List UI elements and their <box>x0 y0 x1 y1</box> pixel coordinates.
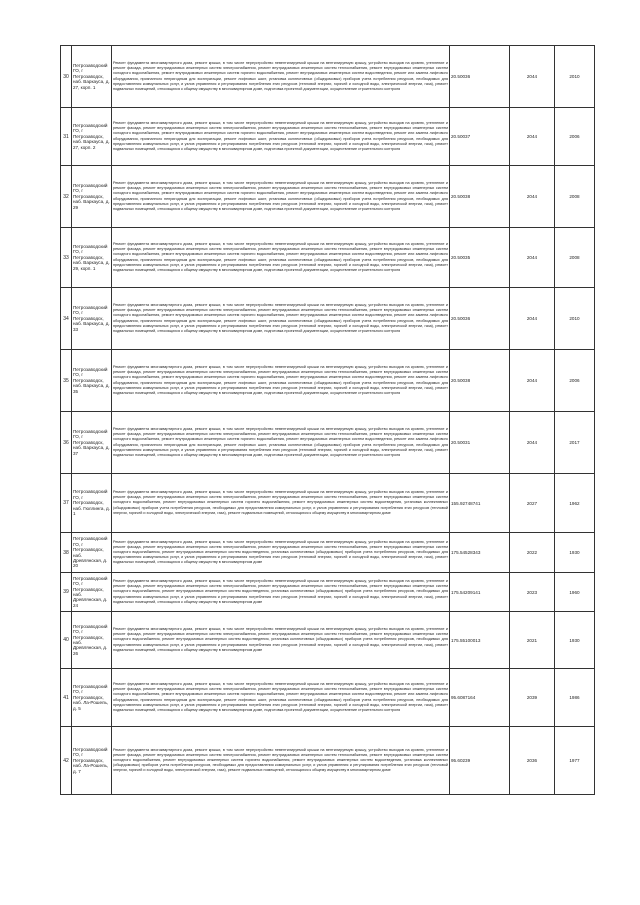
planned-year-cell: 2036 <box>510 727 555 795</box>
row-number: 37 <box>61 474 72 533</box>
planned-year-cell: 2044 <box>510 228 555 288</box>
planned-year-cell: 2044 <box>510 166 555 228</box>
table-row <box>61 228 595 288</box>
address-cell: Петрозаводский ГО, г Петрозаводск, наб. Древлянская, д. 24 <box>72 573 112 612</box>
planned-year-cell: 2044 <box>510 412 555 474</box>
cost-cell: 175.54528343 <box>450 533 510 573</box>
table-row <box>61 573 595 612</box>
row-number: 40 <box>61 612 72 669</box>
address-cell: Петрозаводский ГО, г Петрозаводск, наб. Древлянская, д. 20 <box>72 533 112 573</box>
cost-cell: 20.50038 <box>450 166 510 228</box>
built-year-cell: 2006 <box>555 108 595 166</box>
row-number: 34 <box>61 288 72 350</box>
address-cell: Петрозаводский ГО, г Петрозаводск, наб. Варкауса, д. 33 <box>72 288 112 350</box>
table-row <box>61 474 595 533</box>
works-cell: Ремонт фундамента многоквартирного дома, ремонт крыши, в том числе переустройство невентилируемой крыши на вентилируемую крышу, устройство выходов на кровлю, утепление и ремонт фасада, ремонт внутридомовых инженерных систем электроснабжения, ремонт внутридомовых инженерных систем теплоснабжения, ремонт внутридомовых инженерных систем холодного водоснабжения, ремонт внутридомовых инженерных систем горячего водоснабжения, ремонт внутридомовых инженерных систем водоотведения, установка коллективных (общедомовых) приборов учета потребления ресурсов, необходимых для предоставления коммунальных услуг, и узлов управления и регулирования потребления этих ресурсов (тепловой энергии, горячей и холодной воды, электрической энергии, газа), ремонт подвальных помещений, относящихся к общему имуществу в многоквартирном доме <box>112 474 450 533</box>
built-year-cell: 2010 <box>555 46 595 108</box>
cost-cell: 155.92748741 <box>450 474 510 533</box>
row-number: 35 <box>61 350 72 412</box>
address-cell: Петрозаводский ГО, г Петрозаводск, наб. Варкауса, д. 29 <box>72 166 112 228</box>
cost-cell: 20.50036 <box>450 46 510 108</box>
cost-cell: 20.50038 <box>450 350 510 412</box>
planned-year-cell: 2044 <box>510 350 555 412</box>
works-cell: Ремонт фундамента многоквартирного дома, ремонт крыши, в том числе переустройство невентилируемой крыши на вентилируемую крышу, устройство выходов на кровлю, утепление и ремонт фасада, ремонт внутридомовых инженерных систем электроснабжения, ремонт внутридомовых инженерных систем теплоснабжения, ремонт внутридомовых инженерных систем холодного водоснабжения, ремонт внутридомовых инженерных систем водоотведения, установка коллективных (общедомовых) приборов учета потребления ресурсов, необходимых для предоставления коммунальных услуг, и узлов управления и регулирования потребления этих ресурсов (тепловой энергии, горячей и холодной воды, электрической энергии, газа), ремонт подвальных помещений, относящихся к общему имуществу в многоквартирном доме <box>112 533 450 573</box>
row-number: 30 <box>61 46 72 108</box>
works-cell: Ремонт фундамента многоквартирного дома, ремонт крыши, в том числе переустройство невентилируемой крыши на вентилируемую крышу, устройство выходов на кровлю, утепление и ремонт фасада, ремонт внутридомовых инженерных систем электроснабжения, ремонт внутридомовых инженерных систем теплоснабжения, ремонт внутридомовых инженерных систем холодного водоснабжения, ремонт внутридомовых инженерных систем горячего водоснабжения, ремонт внутридомовых инженерных систем водоотведения, установка коллективных (общедомовых) приборов учета потребления ресурсов, необходимых для предоставления коммунальных услуг, и узлов управления и регулирования потребления этих ресурсов (тепловой энергии, горячей и холодной воды, электрической энергии, газа), ремонт подвальных помещений, относящихся к общему имуществу в многоквартирном доме <box>112 727 450 795</box>
row-number: 33 <box>61 228 72 288</box>
cost-cell: 20.50031 <box>450 412 510 474</box>
planned-year-cell: 2044 <box>510 108 555 166</box>
built-year-cell: 1960 <box>555 573 595 612</box>
address-cell: Петрозаводский ГО, г Петрозаводск, наб. Варкауса, д. 29, корп. 1 <box>72 228 112 288</box>
address-cell: Петрозаводский ГО, г Петрозаводск, наб. Варкауса, д. 35 <box>72 350 112 412</box>
address-cell: Петрозаводский ГО, г Петрозаводск, наб. Варкауса, д. 27, корп. 2 <box>72 108 112 166</box>
cost-cell: 175.54209141 <box>450 573 510 612</box>
table-row <box>61 412 595 474</box>
row-number: 39 <box>61 573 72 612</box>
address-cell: Петрозаводский ГО, г Петрозаводск, наб. Гюллинга, д. 1 <box>72 474 112 533</box>
row-number: 42 <box>61 727 72 795</box>
works-cell: Ремонт фундамента многоквартирного дома, ремонт крыши, в том числе переустройство невентилируемой крыши на вентилируемую крышу, устройство выходов на кровлю, утепление и ремонт фасада, ремонт внутридомовых инженерных систем электроснабжения, ремонт внутридомовых инженерных систем теплоснабжения, ремонт внутридомовых инженерных систем холодного водоснабжения, ремонт внутридомовых инженерных систем горячего водоснабжения, ремонт внутридомовых инженерных систем водоотведения, ремонт или замена лифтового оборудования, признанного непригодным для эксплуатации, ремонт лифтовых шахт, установка коллективных (общедомовых) приборов учета потребления ресурсов, необходимых для предоставления коммунальных услуг, и узлов управления и регулирования потребления этих ресурсов (тепловой энергии, горячей и холодной воды, электрической энергии, газа), ремонт подвальных помещений, относящихся к общему имуществу в многоквартирном доме, подготовка проектной документации, осуществление строительного контроля <box>112 669 450 727</box>
planned-year-cell: 2023 <box>510 573 555 612</box>
row-number: 32 <box>61 166 72 228</box>
address-cell: Петрозаводский ГО, г Петрозаводск, наб. Ла-Рошель, д. 7 <box>72 727 112 795</box>
works-cell: Ремонт фундамента многоквартирного дома, ремонт крыши, в том числе переустройство невентилируемой крыши на вентилируемую крышу, устройство выходов на кровлю, утепление и ремонт фасада, ремонт внутридомовых инженерных систем электроснабжения, ремонт внутридомовых инженерных систем теплоснабжения, ремонт внутридомовых инженерных систем холодного водоснабжения, ремонт внутридомовых инженерных систем водоотведения, установка коллективных (общедомовых) приборов учета потребления ресурсов, необходимых для предоставления коммунальных услуг, и узлов управления и регулирования потребления этих ресурсов (тепловой энергии, горячей и холодной воды, электрической энергии, газа), ремонт подвальных помещений, относящихся к общему имуществу в многоквартирном доме <box>112 612 450 669</box>
works-cell: Ремонт фундамента многоквартирного дома, ремонт крыши, в том числе переустройство невентилируемой крыши на вентилируемую крышу, устройство выходов на кровлю, утепление и ремонт фасада, ремонт внутридомовых инженерных систем электроснабжения, ремонт внутридомовых инженерных систем теплоснабжения, ремонт внутридомовых инженерных систем холодного водоснабжения, ремонт внутридомовых инженерных систем горячего водоснабжения, ремонт внутридомовых инженерных систем водоотведения, ремонт или замена лифтового оборудования, признанного непригодным для эксплуатации, ремонт лифтовых шахт, установка коллективных (общедомовых) приборов учета потребления ресурсов, необходимых для предоставления коммунальных услуг, и узлов управления и регулирования потребления этих ресурсов (тепловой энергии, горячей и холодной воды, электрической энергии, газа), ремонт подвальных помещений, относящихся к общему имуществу в многоквартирном доме, подготовка проектной документации, осуществление строительного контроля <box>112 166 450 228</box>
works-cell: Ремонт фундамента многоквартирного дома, ремонт крыши, в том числе переустройство невентилируемой крыши на вентилируемую крышу, устройство выходов на кровлю, утепление и ремонт фасада, ремонт внутридомовых инженерных систем электроснабжения, ремонт внутридомовых инженерных систем теплоснабжения, ремонт внутридомовых инженерных систем холодного водоснабжения, ремонт внутридомовых инженерных систем горячего водоснабжения, ремонт внутридомовых инженерных систем водоотведения, ремонт или замена лифтового оборудования, признанного непригодным для эксплуатации, ремонт лифтовых шахт, установка коллективных (общедомовых) приборов учета потребления ресурсов, необходимых для предоставления коммунальных услуг, и узлов управления и регулирования потребления этих ресурсов (тепловой энергии, горячей и холодной воды, электрической энергии, газа), ремонт подвальных помещений, относящихся к общему имуществу в многоквартирном доме, подготовка проектной документации, осуществление строительного контроля <box>112 228 450 288</box>
cost-cell: 20.50037 <box>450 108 510 166</box>
planned-year-cell: 2044 <box>510 288 555 350</box>
table-row <box>61 612 595 669</box>
works-cell: Ремонт фундамента многоквартирного дома, ремонт крыши, в том числе переустройство невентилируемой крыши на вентилируемую крышу, устройство выходов на кровлю, утепление и ремонт фасада, ремонт внутридомовых инженерных систем электроснабжения, ремонт внутридомовых инженерных систем теплоснабжения, ремонт внутридомовых инженерных систем холодного водоснабжения, ремонт внутридомовых инженерных систем горячего водоснабжения, ремонт внутридомовых инженерных систем водоотведения, ремонт или замена лифтового оборудования, признанного непригодным для эксплуатации, ремонт лифтовых шахт, установка коллективных (общедомовых) приборов учета потребления ресурсов, необходимых для предоставления коммунальных услуг, и узлов управления и регулирования потребления этих ресурсов (тепловой энергии, горячей и холодной воды, электрической энергии, газа), ремонт подвальных помещений, относящихся к общему имуществу в многоквартирном доме, подготовка проектной документации, осуществление строительного контроля <box>112 108 450 166</box>
built-year-cell: 2010 <box>555 288 595 350</box>
built-year-cell: 1977 <box>555 727 595 795</box>
works-cell: Ремонт фундамента многоквартирного дома, ремонт крыши, в том числе переустройство невентилируемой крыши на вентилируемую крышу, устройство выходов на кровлю, утепление и ремонт фасада, ремонт внутридомовых инженерных систем электроснабжения, ремонт внутридомовых инженерных систем теплоснабжения, ремонт внутридомовых инженерных систем холодного водоснабжения, ремонт внутридомовых инженерных систем горячего водоснабжения, ремонт внутридомовых инженерных систем водоотведения, ремонт или замена лифтового оборудования, признанного непригодным для эксплуатации, ремонт лифтовых шахт, установка коллективных (общедомовых) приборов учета потребления ресурсов, необходимых для предоставления коммунальных услуг, и узлов управления и регулирования потребления этих ресурсов (тепловой энергии, горячей и холодной воды, электрической энергии, газа), ремонт подвальных помещений, относящихся к общему имуществу в многоквартирном доме, подготовка проектной документации, осуществление строительного контроля <box>112 350 450 412</box>
built-year-cell: 2017 <box>555 412 595 474</box>
row-number: 36 <box>61 412 72 474</box>
cost-cell: 95.60239 <box>450 727 510 795</box>
planned-year-cell: 2044 <box>510 46 555 108</box>
cost-cell: 175.55100013 <box>450 612 510 669</box>
table-row <box>61 166 595 228</box>
table-row <box>61 533 595 573</box>
row-number: 31 <box>61 108 72 166</box>
address-cell: Петрозаводский ГО, г Петрозаводск, наб. Ла-Рошель, д. 5 <box>72 669 112 727</box>
address-cell: Петрозаводский ГО, г Петрозаводск, наб. Древлянская, д. 26 <box>72 612 112 669</box>
planned-year-cell: 2022 <box>510 533 555 573</box>
planned-year-cell: 2021 <box>510 612 555 669</box>
planned-year-cell: 2039 <box>510 669 555 727</box>
planned-year-cell: 2027 <box>510 474 555 533</box>
built-year-cell: 1930 <box>555 533 595 573</box>
table-body <box>61 46 595 795</box>
table-row <box>61 669 595 727</box>
built-year-cell: 2008 <box>555 228 595 288</box>
built-year-cell: 1962 <box>555 474 595 533</box>
table-row <box>61 350 595 412</box>
row-number: 38 <box>61 533 72 573</box>
cost-cell: 95.6087164 <box>450 669 510 727</box>
table-row <box>61 727 595 795</box>
works-cell: Ремонт фундамента многоквартирного дома, ремонт крыши, в том числе переустройство невентилируемой крыши на вентилируемую крышу, устройство выходов на кровлю, утепление и ремонт фасада, ремонт внутридомовых инженерных систем электроснабжения, ремонт внутридомовых инженерных систем теплоснабжения, ремонт внутридомовых инженерных систем холодного водоснабжения, ремонт внутридомовых инженерных систем горячего водоснабжения, ремонт внутридомовых инженерных систем водоотведения, ремонт или замена лифтового оборудования, признанного непригодным для эксплуатации, ремонт лифтовых шахт, установка коллективных (общедомовых) приборов учета потребления ресурсов, необходимых для предоставления коммунальных услуг, и узлов управления и регулирования потребления этих ресурсов (тепловой энергии, горячей и холодной воды, электрической энергии, газа), ремонт подвальных помещений, относящихся к общему имуществу в многоквартирном доме, подготовка проектной документации, осуществление строительного контроля <box>112 288 450 350</box>
built-year-cell: 2008 <box>555 166 595 228</box>
table-row <box>61 46 595 108</box>
table-row <box>61 288 595 350</box>
repair-schedule-table <box>60 45 595 795</box>
address-cell: Петрозаводский ГО, г Петрозаводск, наб. Варкауса, д. 37 <box>72 412 112 474</box>
built-year-cell: 1930 <box>555 612 595 669</box>
cost-cell: 20.50036 <box>450 288 510 350</box>
cost-cell: 20.50035 <box>450 228 510 288</box>
built-year-cell: 1986 <box>555 669 595 727</box>
address-cell: Петрозаводский ГО, г Петрозаводск, наб. Варкауса, д. 27, корп. 1 <box>72 46 112 108</box>
works-cell: Ремонт фундамента многоквартирного дома, ремонт крыши, в том числе переустройство невентилируемой крыши на вентилируемую крышу, устройство выходов на кровлю, утепление и ремонт фасада, ремонт внутридомовых инженерных систем электроснабжения, ремонт внутридомовых инженерных систем теплоснабжения, ремонт внутридомовых инженерных систем холодного водоснабжения, ремонт внутридомовых инженерных систем водоотведения, установка коллективных (общедомовых) приборов учета потребления ресурсов, необходимых для предоставления коммунальных услуг, и узлов управления и регулирования потребления этих ресурсов (тепловой энергии, горячей и холодной воды, электрической энергии, газа), ремонт подвальных помещений, относящихся к общему имуществу в многоквартирном доме <box>112 573 450 612</box>
works-cell: Ремонт фундамента многоквартирного дома, ремонт крыши, в том числе переустройство невентилируемой крыши на вентилируемую крышу, устройство выходов на кровлю, утепление и ремонт фасада, ремонт внутридомовых инженерных систем электроснабжения, ремонт внутридомовых инженерных систем теплоснабжения, ремонт внутридомовых инженерных систем холодного водоснабжения, ремонт внутридомовых инженерных систем горячего водоснабжения, ремонт внутридомовых инженерных систем водоотведения, ремонт или замена лифтового оборудования, признанного непригодным для эксплуатации, ремонт лифтовых шахт, установка коллективных (общедомовых) приборов учета потребления ресурсов, необходимых для предоставления коммунальных услуг, и узлов управления и регулирования потребления этих ресурсов (тепловой энергии, горячей и холодной воды, электрической энергии, газа), ремонт подвальных помещений, относящихся к общему имуществу в многоквартирном доме, подготовка проектной документации, осуществление строительного контроля <box>112 46 450 108</box>
built-year-cell: 2006 <box>555 350 595 412</box>
works-cell: Ремонт фундамента многоквартирного дома, ремонт крыши, в том числе переустройство невентилируемой крыши на вентилируемую крышу, устройство выходов на кровлю, утепление и ремонт фасада, ремонт внутридомовых инженерных систем электроснабжения, ремонт внутридомовых инженерных систем теплоснабжения, ремонт внутридомовых инженерных систем холодного водоснабжения, ремонт внутридомовых инженерных систем горячего водоснабжения, ремонт внутридомовых инженерных систем водоотведения, ремонт или замена лифтового оборудования, признанного непригодным для эксплуатации, ремонт лифтовых шахт, установка коллективных (общедомовых) приборов учета потребления ресурсов, необходимых для предоставления коммунальных услуг, и узлов управления и регулирования потребления этих ресурсов (тепловой энергии, горячей и холодной воды, электрической энергии, газа), ремонт подвальных помещений, относящихся к общему имуществу в многоквартирном доме, подготовка проектной документации, осуществление строительного контроля <box>112 412 450 474</box>
table-row <box>61 108 595 166</box>
row-number: 41 <box>61 669 72 727</box>
